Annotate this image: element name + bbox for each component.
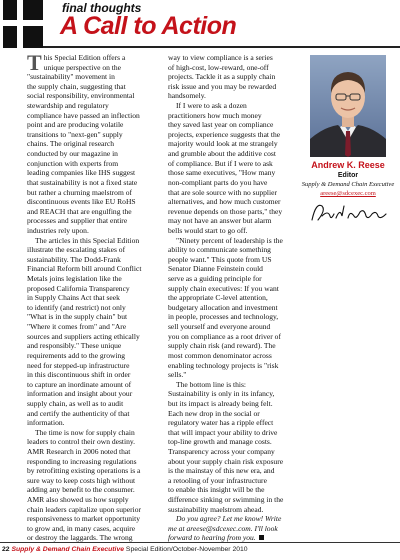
body-line: conjunction with experts from [27,158,119,168]
body-line: processes and supplier that entire [27,216,128,226]
drop-cap: T [27,50,42,75]
body-line: regulatory water has a ripple effect [168,418,274,428]
body-line: serve as a guiding principle for [168,274,262,284]
body-line: majority would look at me strangely [168,139,278,149]
author-portrait-image [310,55,386,157]
body-line: The time is now for supply chain [35,427,135,437]
body-line: to identify (and restrict) not only [27,302,126,312]
body-line: those same executives, "How many [168,168,276,178]
body-line: sustainability maelstrom ahead. [168,504,264,514]
body-line: need for stepped-up infrastructure [27,360,130,370]
body-line: of compliance. But if I were to ask [168,158,273,168]
signature-image [306,198,392,228]
body-line: enabling technology projects is "risk [168,360,279,370]
page-title: A Call to Action [60,12,237,40]
body-line: supply chain executives: If you want [168,283,279,293]
body-line: is the mainstay of this new era, and [168,466,275,476]
footer-edition: Special Edition/October-November 2010 [125,546,248,553]
body-line: to enable this insight will be the [168,485,265,495]
body-line: AMR also showed us how supply [27,495,129,505]
body-line: sells." [168,370,187,380]
body-line: of high-cost, low-reward, one-off [168,62,269,72]
body-line: to capture an inordinate amount of [27,379,132,389]
body-line: leading companies like IHS suggest [27,168,136,178]
body-line: way to view compliance is a series [168,53,273,62]
body-line: conducted by our magazine in [27,149,118,159]
body-line: social responsibility, environmental [27,91,135,101]
body-line: people want." This quote from US [168,254,272,264]
body-line: the appropriate C-level attention, [168,293,268,303]
body-line: to grow and, in many cases, acquire [27,523,136,533]
body-line: The bottom line is this: [176,379,247,389]
page-number: 22 [2,546,10,553]
body-line: bells would start to go off. [168,225,248,235]
body-line: sure way to keep costs high without [27,475,136,485]
footer-publication: Supply & Demand Chain Executive [11,546,125,553]
body-line: may not have an answer but alarm [168,216,272,226]
body-line: revenue depends on those parts," they [168,206,283,216]
footer-rule [0,542,400,543]
author-email-link[interactable]: areese@sdcexec.com [320,190,376,197]
body-line: AMR Research in 2006 noted that [27,446,131,456]
body-line: risk issue and you may be rewarded [168,81,277,91]
body-line: ability to communicate something [168,245,271,255]
end-mark-icon [259,535,264,540]
body-line: transitions to "next-gen" supply [27,129,123,139]
author-publication: Supply & Demand Chain Executive [301,181,395,188]
body-line: sustainability. The Dodd-Frank [27,254,121,264]
body-line: Financial Reform bill around Conflict [27,264,142,274]
body-line: responding to increasing regulations [27,456,137,466]
body-line: sources and suppliers acting ethically [27,331,140,341]
author-photo [310,55,386,157]
body-line: that will impact your ability to drive [168,427,278,437]
body-line: budgetary allocation and investment [168,302,278,312]
body-line: information and insight about your [27,389,133,399]
body-line: that sustainability is not a fixed state [27,177,138,187]
body-line: industries rely upon. [27,225,89,235]
body-line: requirements add to the growing [27,350,126,360]
body-line: Transparency across your company [168,446,275,456]
body-line: "sustainability" movement in [27,72,115,82]
body-line: compliance have passed an inflection [27,110,140,120]
body-line: chain leaders capitalize upon superior [27,504,141,514]
body-line: that are sole source with no supplier [168,187,277,197]
body-line: but rather a churning maelstrom of [27,187,132,197]
body-line: illustrate the escalating stakes of [27,245,126,255]
body-line: discontinuous events like EU RoHS [27,197,136,207]
body-line: projects, experience suggests that the [168,129,281,139]
body-line: and REACH that are engulfing the [27,206,132,216]
body-line: you on compliance as a root driver of [168,331,281,341]
section-kicker: final thoughts [62,1,142,15]
closing-line: forward to hearing from you. [168,533,256,543]
body-line: The articles in this Special Edition [35,235,140,245]
body-line: in this discontinuous shift in order [27,370,131,380]
body-line: top-line growth and manage costs. [168,437,272,447]
body-line: by retrofitting existing operations is a [27,466,141,476]
author-role: Editor [337,172,359,179]
body-line: unique perspective on the [43,62,122,72]
body-line: chains. The original research [27,139,115,149]
body-line: Each new drop in the social or [168,408,260,418]
body-line: "What is in the supply chain" but [27,312,128,322]
body-line: the supply chain, suggesting that [27,81,126,91]
header-rule [43,46,400,48]
body-line: sell yourself and everyone around [168,322,271,332]
body-line: "Ninety percent of leadership is the [176,235,283,245]
body-line: supply chain risk (and reward). The [168,341,276,351]
body-line: stewardship and regulatory [27,101,109,111]
body-line: projects. Tackle it as a supply chain [168,72,276,82]
author-name: Andrew K. Reese [311,160,385,170]
body-line: "Where it comes from" and "Are [27,322,127,332]
body-line: non-compliant parts do you have [168,177,268,187]
body-line: supply chain, as well as to audit [27,398,124,408]
closing-line: me at areese@sdcexec.com. I'll look [168,523,278,533]
body-line: handsomely. [168,91,206,101]
body-line: leaders to control their own destiny. [27,437,136,447]
body-line: and grumble about the additive cost [168,149,276,159]
body-line: Sustainability is only in its infancy, [168,389,275,399]
article-column-2 [168,53,298,543]
page-footer [2,546,248,553]
body-line: responsiveness to market opportunity [27,514,140,524]
body-line: most common denominator across [168,350,272,360]
closing-line: Do you agree? Let me know! Write [176,514,282,524]
section-logo-icon [3,0,47,48]
body-line: point and are producing volatile [27,120,124,130]
body-line: and responsibly." These unique [27,341,122,351]
body-line: adding any benefit to the consumer. [27,485,135,495]
body-line: in people, processes and technology, [168,312,279,322]
body-line: in Supply Chains Act that seek [27,293,120,303]
body-line: Senator Dianne Feinstein could [168,264,263,274]
body-line: a retooling of your infrastructure [168,475,267,485]
body-line: his Special Edition offers a [43,53,126,62]
body-line: alternatives, and how much customer [168,197,281,207]
body-line: but its impact is already being felt. [168,398,273,408]
body-line: practitioners how much money [168,110,262,120]
body-line: information. [27,418,65,428]
body-line: and certify the authenticity of that [27,408,130,418]
body-line: they saved last year on compliance [168,120,274,130]
body-line: If I were to ask a dozen [176,101,247,111]
article-column-1 [27,50,154,543]
body-line: difference sinking or swimming in the [168,495,284,505]
body-line: about your supply chain risk exposure [168,456,284,466]
body-line: proposed California Transparency [27,283,130,293]
body-line: or destroy the laggards. The wrong [27,533,133,543]
body-line: Metals joins legislation like the [27,274,122,284]
